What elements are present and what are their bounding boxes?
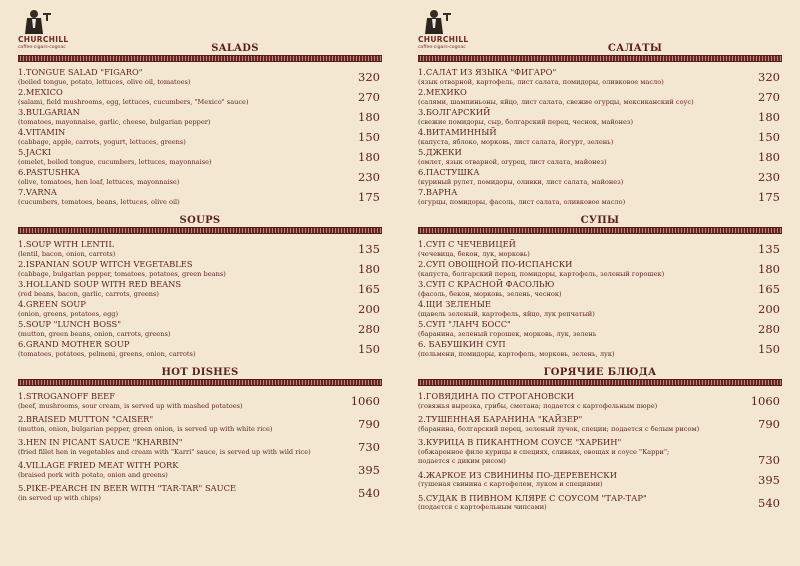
item-name: 7.ВАРНА <box>418 187 458 197</box>
item-description: (omelet, boiled tongue, cucumbers, lettuces, mayonnaise) <box>18 157 212 166</box>
soups-list <box>418 234 782 366</box>
item-description: (boiled tongue, potato, lettuces, olive oil, tomatoes) <box>18 77 191 86</box>
item-description: (тушеная свинина с картофелем, луком и специями) <box>418 480 603 488</box>
item-price: 175 <box>758 190 780 204</box>
item-description: (fried fillet hen in vegetables and cream with "Karri" sauce, is served up with wild rice) <box>18 447 311 456</box>
item-name: 5.SOUP "LUNCH BOSS" <box>18 319 122 329</box>
item-name: 2.СУП ОВОЩНОЙ ПО-ИСПАНСКИ <box>418 259 573 269</box>
item-name: 3.БОЛГАРСКИЙ <box>418 107 491 117</box>
item-description: (braised pork with potato, onion and greens) <box>18 470 168 479</box>
menu-item <box>18 483 382 503</box>
item-price: 165 <box>358 282 380 296</box>
item-description: (mutton, onion, bulgarian pepper, green onion, is served up with white rice) <box>18 424 273 433</box>
menu-item <box>418 339 782 359</box>
menu-item <box>418 239 782 259</box>
menu-item <box>418 414 782 434</box>
item-price: 280 <box>358 322 380 336</box>
item-name: 1.САЛАТ ИЗ ЯЗЫКА "ФИГАРО" <box>418 67 557 77</box>
hot-dishes-list <box>18 386 382 503</box>
menu-item <box>418 107 782 127</box>
section-divider <box>418 379 782 386</box>
menu-item <box>18 67 382 87</box>
menu-item <box>418 299 782 319</box>
section-title-hot-dishes: ГОРЯЧИЕ БЛЮДА <box>543 367 657 378</box>
item-name: 3.HOLLAND SOUP WITH RED BEANS <box>18 279 182 289</box>
section-title-salads: САЛАТЫ <box>607 43 663 54</box>
brand-tagline: coffee-cigars-cognac <box>18 45 66 50</box>
section-divider <box>418 55 782 62</box>
item-name: 5.PIKE-PEARCH IN BEER WITH "TAR-TAR" SAUCE <box>18 483 237 493</box>
brand-name: CHURCHILL <box>418 35 469 44</box>
item-name: 2.BRAISED MUTTON "CAISER" <box>18 414 154 424</box>
menu-item <box>18 299 382 319</box>
item-description: (olive, tomatoes, hen loaf, lettuces, mayonnaise) <box>18 177 180 186</box>
item-price: 1060 <box>750 394 780 408</box>
section-title-soups: СУПЫ <box>580 215 620 226</box>
menu-item <box>18 319 382 339</box>
section-title-hot-dishes: HOT DISHES <box>161 367 239 378</box>
section-divider <box>18 379 382 386</box>
item-price: 270 <box>358 90 380 104</box>
item-description: (фасоль, бекон, морковь, зелень, чеснок) <box>418 289 562 298</box>
russian-menu-page <box>400 0 800 566</box>
item-price: 540 <box>358 486 380 500</box>
item-description: (куриный рулет, помидоры, оливки, лист салата, майонез) <box>418 177 624 186</box>
item-name: 5.JACKI <box>18 147 52 157</box>
salads-list <box>418 62 782 214</box>
hot-dishes-list <box>418 386 782 513</box>
menu-item <box>418 167 782 187</box>
menu-item <box>418 319 782 339</box>
menu-item <box>418 391 782 411</box>
item-price: 320 <box>758 70 780 84</box>
item-description-continued: подается с диким рисом) <box>418 457 506 465</box>
item-description: (red beans, bacon, garlic, carrots, greens) <box>18 289 159 298</box>
item-name: 5.СУП "ЛАНЧ БОСС" <box>418 319 511 329</box>
item-price: 150 <box>758 130 780 144</box>
item-name: 3.КУРИЦА В ПИКАНТНОМ СОУСЕ "ХАРБИН" <box>418 437 622 447</box>
item-name: 4.GREEN SOUP <box>18 299 86 309</box>
item-price: 175 <box>358 190 380 204</box>
menu-item <box>18 239 382 259</box>
menu-item <box>418 470 782 490</box>
menu-item <box>18 87 382 107</box>
section-title-soups: SOUPS <box>179 215 221 226</box>
menu-item <box>18 279 382 299</box>
item-description: (щавель зеленый, картофель, яйцо, лук репчатый) <box>418 309 595 318</box>
item-description: (cabbage, bulgarian pepper, tomatoes, potatoes, green beans) <box>18 269 226 278</box>
item-price: 180 <box>758 262 780 276</box>
menu-item <box>418 493 782 513</box>
churchill-logo <box>18 8 88 52</box>
item-description: (пельмени, помидоры, картофель, морковь, зелень, лук) <box>418 349 615 358</box>
item-description: (говяжья вырезка, грибы, сметана; подается с картофельным пюре) <box>418 401 658 410</box>
item-name: 1.TONGUE SALAD "FIGARO" <box>18 67 143 77</box>
item-name: 1.ГОВЯДИНА ПО СТРОГАНОВСКИ <box>418 391 575 401</box>
menu-item <box>418 67 782 87</box>
salads-list <box>18 62 382 214</box>
menu-item <box>18 127 382 147</box>
section-divider <box>18 55 382 62</box>
section-divider <box>18 227 382 234</box>
item-name: 1.СУП С ЧЕЧЕВИЦЕЙ <box>418 239 516 249</box>
item-name: 6. БАБУШКИН СУП <box>418 339 506 349</box>
item-description: (mutton, green beans, onion, carrots, greens) <box>18 329 171 338</box>
item-price: 200 <box>758 302 780 316</box>
item-name: 6.ПАСТУШКА <box>418 167 480 177</box>
menu-item <box>418 259 782 279</box>
item-description: (onion, greens, potatoes, egg) <box>18 309 119 318</box>
brand-tagline: coffee-cigars-cognac <box>418 45 466 50</box>
item-price: 395 <box>758 472 780 487</box>
item-name: 2.MEXICO <box>18 87 63 97</box>
section-divider <box>418 227 782 234</box>
item-name: 5.СУДАК В ПИВНОМ КЛЯРЕ С СОУСОМ "ТАР-ТАР" <box>418 492 647 503</box>
menu-item <box>418 279 782 299</box>
menu-item <box>18 167 382 187</box>
menu-item <box>18 437 382 457</box>
item-name: 2.ТУШЕННАЯ БАРАНИНА "КАЙЗЕР" <box>418 414 583 424</box>
item-price: 200 <box>358 302 380 316</box>
item-description: (salami, field mushrooms, egg, lettuces, cucumbers, "Mexico" sauce) <box>18 97 249 106</box>
menu-item <box>418 87 782 107</box>
item-price: 180 <box>358 150 380 164</box>
item-name: 4.VITAMIN <box>18 127 66 137</box>
item-name: 4.ВИТАМИННЫЙ <box>418 127 497 137</box>
item-price: 790 <box>758 417 780 431</box>
item-price: 150 <box>358 130 380 144</box>
item-price: 180 <box>358 262 380 276</box>
item-price: 730 <box>758 453 780 467</box>
menu-item <box>18 460 382 480</box>
item-name: 1.STROGANOFF BEEF <box>18 391 115 401</box>
item-name: 6.GRAND MOTHER SOUP <box>18 339 130 349</box>
menu-item <box>18 147 382 167</box>
item-price: 230 <box>758 170 780 184</box>
waiter-icon <box>418 8 458 36</box>
waiter-icon <box>18 8 58 36</box>
item-price: 270 <box>758 90 780 104</box>
item-price: 730 <box>358 440 380 454</box>
item-description: (обжаренное филе курицы в специях, сливках, овощах и соусе "Карри"; <box>418 447 670 456</box>
item-price: 320 <box>358 70 380 84</box>
menu-item <box>418 147 782 167</box>
item-description: (капуста, яблоко, морковь, лист салата, йогурт, зелень) <box>418 137 614 146</box>
item-price: 230 <box>358 170 380 184</box>
item-price: 150 <box>358 342 380 356</box>
item-name: 6.PASTUSHKA <box>18 167 80 177</box>
item-description: (свежие помидоры, сыр, болгарский перец, чеснок, майонез) <box>418 117 634 126</box>
brand-name: CHURCHILL <box>18 35 69 44</box>
item-description: (подается с картофельным чипсами) <box>418 503 547 511</box>
item-name: 3.СУП С КРАСНОЙ ФАСОЛЬЮ <box>418 279 555 289</box>
item-name: 7.VARNA <box>18 187 57 197</box>
item-price: 395 <box>358 463 380 477</box>
item-price: 135 <box>358 242 380 256</box>
item-description: (язык отварной, картофель, лист салата, помидоры, оливковое масло) <box>418 77 664 86</box>
item-price: 180 <box>758 150 780 164</box>
item-name: 4.VILLAGE FRIED MEAT WITH PORK <box>18 460 179 470</box>
item-description: (in served up with chips) <box>18 493 101 502</box>
menu-item <box>418 187 782 207</box>
item-name: 5.ДЖЕКИ <box>418 147 462 157</box>
soups-list <box>18 234 382 366</box>
item-price: 180 <box>758 110 780 124</box>
item-description: (cucumbers, tomatoes, beans, lettuces, olive oil) <box>18 197 180 206</box>
item-name: 4.ЖАРКОЕ ИЗ СВИНИНЫ ПО-ДЕРЕВЕНСКИ <box>418 469 617 480</box>
item-description: (tomatoes, mayonnaise, garlic, cheese, bulgarian pepper) <box>18 117 211 126</box>
item-description: (tomatoes, potatoes, pelmeni, greens, onion, carrots) <box>18 349 196 358</box>
item-name: 1.SOUP WITH LENTIL <box>18 239 114 249</box>
item-name: 4.ЩИ ЗЕЛЕНЫЕ <box>418 299 491 309</box>
item-description: (beef, mushrooms, sour cream, is served up with mashed potatoes) <box>18 401 243 410</box>
menu-item <box>18 339 382 359</box>
item-description: (баранина, зеленый горошек, морковь, лук, зелень <box>418 329 597 338</box>
item-description: (салями, шампиньоны, яйцо, лист салата, свежие огурцы, мексиканский соус) <box>418 97 694 106</box>
item-price: 1060 <box>350 394 380 408</box>
menu-item <box>18 187 382 207</box>
item-price: 280 <box>758 322 780 336</box>
item-description: (чечевица, бекон, лук, морковь) <box>418 249 530 258</box>
item-name: 2.МЕХИКО <box>418 87 467 97</box>
item-description: (капуста, болгарский перец, помидоры, картофель, зеленый горошек) <box>418 269 665 278</box>
menu-item <box>18 414 382 434</box>
menu-item <box>18 107 382 127</box>
churchill-logo <box>418 8 488 52</box>
section-title-salads: SALADS <box>211 43 259 54</box>
item-description: (омлет, язык отварной, огурец, лист салата, майонез) <box>418 157 607 166</box>
item-price: 165 <box>758 282 780 296</box>
menu-item <box>18 259 382 279</box>
item-price: 135 <box>758 242 780 256</box>
item-description: (cabbage, apple, carrots, yogurt, lettuces, greens) <box>18 137 186 146</box>
item-name: 3.HEN IN PICANT SAUCE "KHARBIN" <box>18 437 183 447</box>
item-name: 3.BULGARIAN <box>18 107 80 117</box>
menu-item <box>418 127 782 147</box>
item-description: (lentil, bacon, onion, carrots) <box>18 249 116 258</box>
item-price: 180 <box>358 110 380 124</box>
menu-item <box>18 391 382 411</box>
item-price: 540 <box>758 495 780 510</box>
item-price: 150 <box>758 342 780 356</box>
item-price: 790 <box>358 417 380 431</box>
item-description: (баранина, болгарский перец, зеленый лучок, специи; подается с белым рисом) <box>418 424 700 433</box>
menu-item <box>418 437 782 467</box>
item-description: (огурцы, помидоры, фасоль, лист салата, оливковое масло) <box>418 197 626 206</box>
item-name: 2.ISPANIAN SOUP WITCH VEGETABLES <box>18 259 193 269</box>
